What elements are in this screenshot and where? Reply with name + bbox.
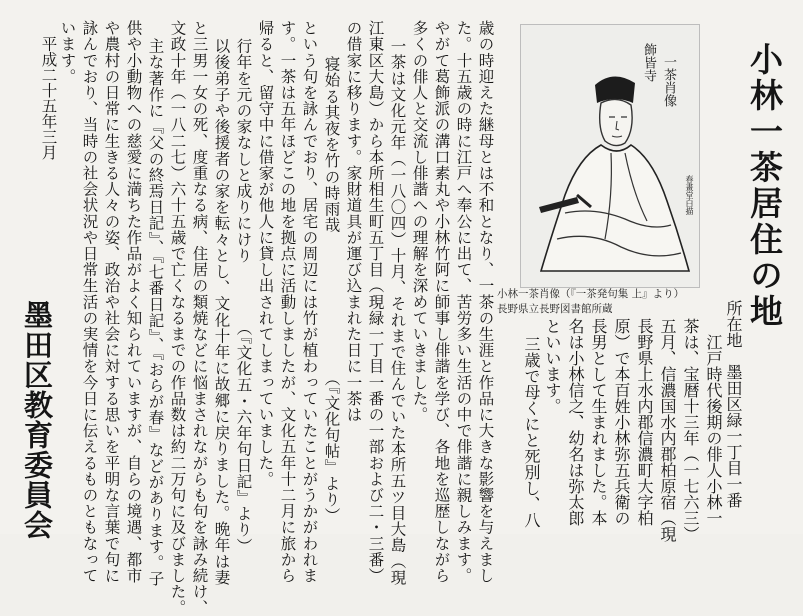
intro-line-1: 江戸時代後期の俳人小林一	[704, 334, 723, 526]
body-column-17: 供や小動物への慈愛に満ちた作品がよく知られていますが、自らの境遇、都市	[124, 20, 143, 584]
location-line: 所在地 墨田区緑一丁目一番	[724, 300, 743, 508]
body-column-19: 詠んでおり、当時の社会状況や日常生活の実情を今日に伝えるものともなって	[80, 20, 99, 584]
body-column-16: 主な著作に『父の終焉日記』、『七番日記』、『おらが春』などがあります。子	[146, 38, 165, 587]
body-column-4: 多くの俳人と交流し俳諧への理解を深めていきました。	[410, 20, 429, 423]
portrait-inscription-1: 飾皆寺	[641, 43, 656, 82]
body-column-1: 歳の時迎えた継母とは不和となり、一茶の生涯と作品に大きな影響を与えまし	[476, 20, 495, 584]
intro-line-3: 五月、信濃国水内郡柏原宿（現	[658, 318, 677, 542]
portrait-caption	[497, 287, 727, 321]
portrait-image	[520, 24, 700, 288]
body-column-9: という句を詠んでおり、居宅の周辺には竹が植わっていたことがうかがわれま	[300, 20, 319, 584]
body-column-2: た。十五歳の時に江戸へ奉公に出て、苦労多い生活の中で俳諧に親しみます。	[454, 20, 473, 584]
body-column-5: 一茶は文化元年（一八〇四）十月、それまで住んでいた本所五ツ目大島（現	[388, 38, 407, 586]
portrait-inscription-2: 一茶肖像	[661, 55, 676, 107]
body-column-13: 以後弟子や後援者の家を転々とし、文化十年に故郷に戻りました。晩年は妻	[212, 38, 231, 586]
body-column-14: と三男一女の死、度重なる病、住居の類焼などに悩まされながらも句を詠み続け、	[190, 20, 209, 616]
date: 平成二十五年三月	[39, 36, 58, 160]
portrait-seal-text: 春畫堂白描	[685, 175, 694, 215]
body-column-8: 寝始る其夜を竹の時雨哉 （『文化句帖』より）	[322, 56, 341, 524]
body-column-15: 文政十年（一八二七）六十五歳で亡くなるまでの作品数は約二万句に及びました。	[168, 20, 187, 616]
page-title: 小林一茶居住の地	[745, 42, 784, 330]
intro-line-5: 原）で本百姓小林弥五兵衛の	[612, 318, 631, 526]
body-column-20: います。	[58, 20, 77, 85]
body-column-18: や農村の日常に生きる人々の姿、政治や社会に対する思いを平明な言葉で句に	[102, 20, 121, 584]
body-column-7: の借家に移ります。家財道具が運び込まれた日に一茶は	[344, 20, 363, 423]
portrait-caption-title: 小林一茶肖像（『一茶発句集 上』より）	[497, 288, 685, 300]
body-column-6: 江東区大島）から本所相生町五丁目（現緑一丁目一番の一部および二・三番）	[366, 20, 385, 584]
portrait-caption-source: 長野県立長野図書館所蔵	[497, 303, 613, 315]
body-column-10: す。一茶は五年ほどこの地を拠点に活動しましたが、文化五年十二月に旅から	[278, 20, 297, 584]
intro-line-7: 名は小林信之、幼名は弥太郎	[566, 318, 585, 526]
body-column-3: やがて葛飾派の溝口素丸や小林竹阿に師事し俳諧を学び、各地を巡歴しながら	[432, 20, 451, 584]
body-column-12: 行年を元の家なしと成りにけり （『文化五・六年句日記』より）	[234, 38, 253, 554]
intro-line-2: 茶は、宝暦十三年（一七六三）	[681, 318, 700, 542]
publisher: 墨田区教育委員会	[20, 300, 54, 540]
intro-line-6: 長男として生まれました。本	[589, 318, 608, 526]
intro-line-4: 長野県上水内郡信濃町大字柏	[635, 318, 654, 526]
body-column-11: 帰ると、留守中に借家が他人に貸し出されてしまっていました。	[256, 20, 275, 487]
intro-line-8: といいます。	[543, 318, 562, 414]
intro-line-9: 三歳で母くにと死別し、八	[522, 336, 541, 528]
